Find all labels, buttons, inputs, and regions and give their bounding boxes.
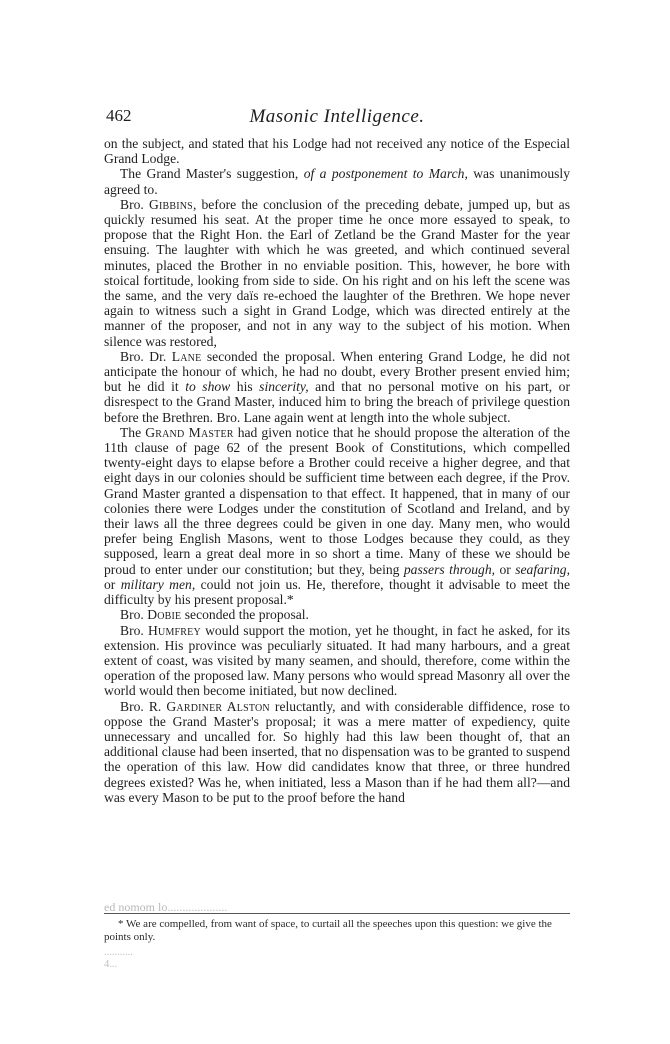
page-header <box>104 106 570 130</box>
paragraph-text: of a postponement to March, <box>303 166 468 182</box>
paragraph <box>104 136 570 166</box>
paragraph-text: seconded the proposal. <box>181 607 309 623</box>
body-text <box>104 136 570 805</box>
footnote <box>104 918 570 944</box>
paragraph-text: sincerity, <box>259 379 309 395</box>
speaker-name: Gibbins <box>148 196 193 212</box>
paragraph-text: seconded the proposal. When entering Grand Lodge, he did not anticipate the honour of which, he had no doubt, every Brother present envied him; but he did it <box>104 348 571 395</box>
paragraph-text: The Grand Master's suggestion, <box>120 166 304 182</box>
paragraph-text: had given notice that he should propose the alteration of the 11th clause of page 62 of the present Book of Constitutions, which compelled twenty-eight days to elapse before a Brother could receive a higher degree, and that eight days in our colonies should be sufficient time between each degree, if the Prov. Grand Master granted a dispensation to that effect. It happened, that in many of our colonies there were Lodges under the constitution of Scotland and Ireland, and by their laws all the three degrees could be given in one day. Many men, who would prefer being English Masons, went to those Lodges because they could, as they supposed, learn a great deal more in so short a time. Many of these we should be proud to enter under our constitution; but they, being <box>104 424 570 577</box>
bleed-through-text: ........... <box>104 947 133 958</box>
paragraph-text: Bro. <box>120 622 148 638</box>
paragraph-text: would support the motion, yet he thought, in fact he asked, for its extension. His province was peculiarly situated. It had many harbours, and a great extent of coast, was visited by many seamen, and should, therefore, come within the operation of the proposed law. Many persons who would spread Masonry all over the world would then become initiated, but now declined. <box>104 622 570 699</box>
running-title: Masonic Intelligence. <box>249 106 425 127</box>
speaker-name: Gardiner Alston <box>166 698 270 714</box>
speaker-name: Grand Master <box>145 424 234 440</box>
paragraph-text: to show <box>185 379 231 395</box>
paragraph-text: on the subject, and stated that his Lodge had not received any notice of the Especial Grand Lodge. <box>104 136 570 167</box>
paragraph-text: Bro. Dr. <box>120 348 172 364</box>
paragraph-text: his <box>230 379 260 395</box>
speaker-name: Lane <box>171 348 202 364</box>
paragraph-text: Bro. <box>120 196 149 212</box>
paragraph-text: Bro. <box>120 607 148 623</box>
paragraph <box>104 699 570 805</box>
paragraph <box>104 607 570 622</box>
paragraph <box>104 425 570 607</box>
footnote-rule <box>104 913 570 914</box>
paragraph-text: The <box>120 424 146 440</box>
paragraph-text: , before the conclusion of the preceding debate, jumped up, but as quickly resumed his seat. At the proper time he once more essayed to speak, to propose that the Right Hon. the Earl of Zetland be the Grand Master for the year ensuing. The laughter with which he was greeted, and which continued several minutes, placed the Brother in no enviable position. This, however, he bore with stoical fortitude, looking from side to side. On his right and on his left the scene was the same, and the very daïs re-echoed the laughter of the Brethren. We hope never again to witness such a sight in Grand Lodge, which was directed entirely at the manner of the proposer, and not in any way to the subject of his motion. When silence was restored, <box>104 196 570 349</box>
paragraph-text: seafaring, <box>515 561 570 577</box>
page-number: 462 <box>106 106 132 125</box>
paragraph-text: or <box>495 561 516 577</box>
paragraph-text: was unanimously agreed to. <box>104 166 570 197</box>
paragraph-text: military men, <box>120 576 196 592</box>
paragraph-text: passers through, <box>403 561 496 577</box>
bleed-through-text: 4... <box>104 959 118 970</box>
speaker-name: Dobie <box>147 607 182 623</box>
paragraph-text: Bro. R. <box>120 698 167 714</box>
paragraph <box>104 197 570 349</box>
paragraph-text: could not join us. He, therefore, thought it advisable to meet the difficulty by his present proposal.* <box>104 576 570 608</box>
paragraph <box>104 349 570 425</box>
speaker-name: Humfrey <box>148 622 201 638</box>
paragraph-text: reluctantly, and with considerable diffidence, rose to oppose the Grand Master's proposal; it was a mere matter of expediency, quite unnecessary and uncalled for. So highly had this law been thought of, that an additional clause had been inserted, that no dispensation was to be granted to suspend the operation of this law. How did candidates know that three, or three hundred degrees existed? Was he, when initiated, less a Mason than if he had them all?—and was every Mason to be put to the proof before the hand <box>104 698 570 805</box>
paragraph-text: or <box>104 576 121 592</box>
paragraph <box>104 623 570 699</box>
paragraph <box>104 166 570 196</box>
paragraph-text: and that no personal motive on his part, or disrespect to the Grand Master, induced him to bring the breach of privilege question before the Brethren. Bro. Lane again went at length into the whole subject. <box>104 379 570 425</box>
faded-bleed-line: ed nomom lo.................... <box>104 900 228 914</box>
footnote-text: * We are compelled, from want of space, to curtail all the speeches upon this question: we give the points only. <box>104 918 552 943</box>
